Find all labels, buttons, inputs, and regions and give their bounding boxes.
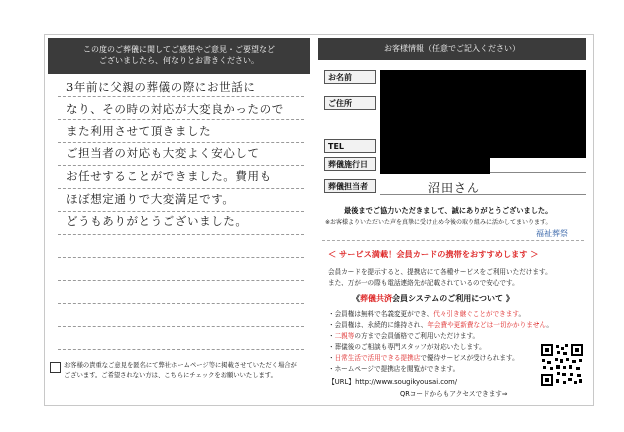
consent-text-line1: お客様の貴重なご意見を匿名にて弊社ホームページ等に掲載させていただく場合が <box>64 362 297 369</box>
url-link[interactable]: http://www.sougikyousai.com/ <box>355 378 458 386</box>
url-line <box>328 376 457 386</box>
writing-rule <box>58 165 304 166</box>
handwritten-line: なり、その時の対応が大変良かったので <box>66 102 284 116</box>
consent-checkbox[interactable] <box>50 362 61 373</box>
customer-info-header: お客様情報（任意でご記入ください） <box>318 38 586 60</box>
writing-rule <box>58 303 304 304</box>
benefit-item: ・ホームページで提携店を閲覧ができます。 <box>328 365 460 373</box>
writing-rule <box>58 142 304 143</box>
qr-caption: QRコードからもアクセスできます⇒ <box>400 390 508 398</box>
service-text2: また、万が一の際も電話連絡先が記載されているので安心です。 <box>328 279 519 287</box>
writing-rule <box>58 280 304 281</box>
thanks-line2: ※お客様よりいただいた声を真摯に受け止め今後の取り組みに活かしてまいります。 <box>325 219 552 226</box>
handwritten-line: ほぼ想定通りで大変満足です。 <box>66 192 235 206</box>
benefit-item: ・日常生活で活用できる提携店で優待サービスが受けられます。 <box>328 354 519 362</box>
company-logo-text: 福祉葬祭 <box>536 229 568 238</box>
comment-header <box>48 38 310 74</box>
benefit-item: ・二親等の方まで会員価格でご利用いただけます。 <box>328 332 480 340</box>
system-title-rest: 会員システムのご利用について 》 <box>392 294 514 303</box>
redaction-block <box>380 158 490 174</box>
writing-rule <box>58 257 304 258</box>
comment-header-line1: この度のご葬儀に関してご感想やご意見・ご要望など <box>83 45 275 54</box>
system-title-kyousai: 葬儀共済 <box>360 294 392 303</box>
redaction-block <box>380 70 586 158</box>
writing-rule <box>58 234 304 235</box>
handwritten-line: ご担当者の対応も大変よく安心して <box>66 146 260 160</box>
label-address: ご住所 <box>324 96 376 110</box>
writing-rule <box>58 96 304 97</box>
label-staff: 葬儀担当者 <box>324 179 376 193</box>
staff-name-value: 沼田さん <box>428 181 481 195</box>
staff-field-rule <box>380 194 586 195</box>
handwritten-line: また利用させて頂きました <box>66 124 212 138</box>
writing-rule <box>58 326 304 327</box>
comment-header-line2: ございましたら、何なりとお書きください。 <box>99 56 259 65</box>
benefit-item: ・会員権は、永続的に維持され、年会費や更新費などは一切かかりません。 <box>328 321 553 329</box>
writing-rule <box>58 211 304 212</box>
label-funeral-date: 葬儀施行日 <box>324 157 376 171</box>
url-label: 【URL】 <box>328 378 356 386</box>
thanks-line1: 最後までご協力いただきまして、誠にありがとうございました。 <box>344 206 553 215</box>
service-text1: 会員カードを提示すると、提携店にて各種サービスをご利用いただけます。 <box>328 268 552 276</box>
writing-rule <box>58 349 304 350</box>
benefit-item: ・葬儀後のご相談も専門スタッフが対応いたします。 <box>328 343 486 351</box>
service-title: ＜ サービス満載！会員カードの携帯をおすすめします ＞ <box>328 249 539 259</box>
system-title <box>352 293 514 304</box>
label-name: お名前 <box>324 70 376 84</box>
handwritten-line: 3年前に父親の葬儀の際にお世話に <box>66 80 256 94</box>
consent-text-line2: ございます。ご希望されない方は、こちらにチェックをお願いいたします。 <box>64 372 277 379</box>
section-divider <box>322 240 584 241</box>
handwritten-line: お任せすることができました。費用も <box>66 169 272 183</box>
system-title-open: 《 <box>352 294 360 303</box>
label-tel: TEL <box>324 139 376 153</box>
consent-text <box>64 361 314 381</box>
handwritten-line: どうもありがとうございました。 <box>66 214 248 228</box>
benefit-item: ・会員権は無料で名義変更ができ、代々引き継ぐことができます。 <box>328 310 526 318</box>
writing-rule <box>58 188 304 189</box>
qr-code-icon[interactable] <box>540 343 584 387</box>
writing-rule <box>58 119 304 120</box>
